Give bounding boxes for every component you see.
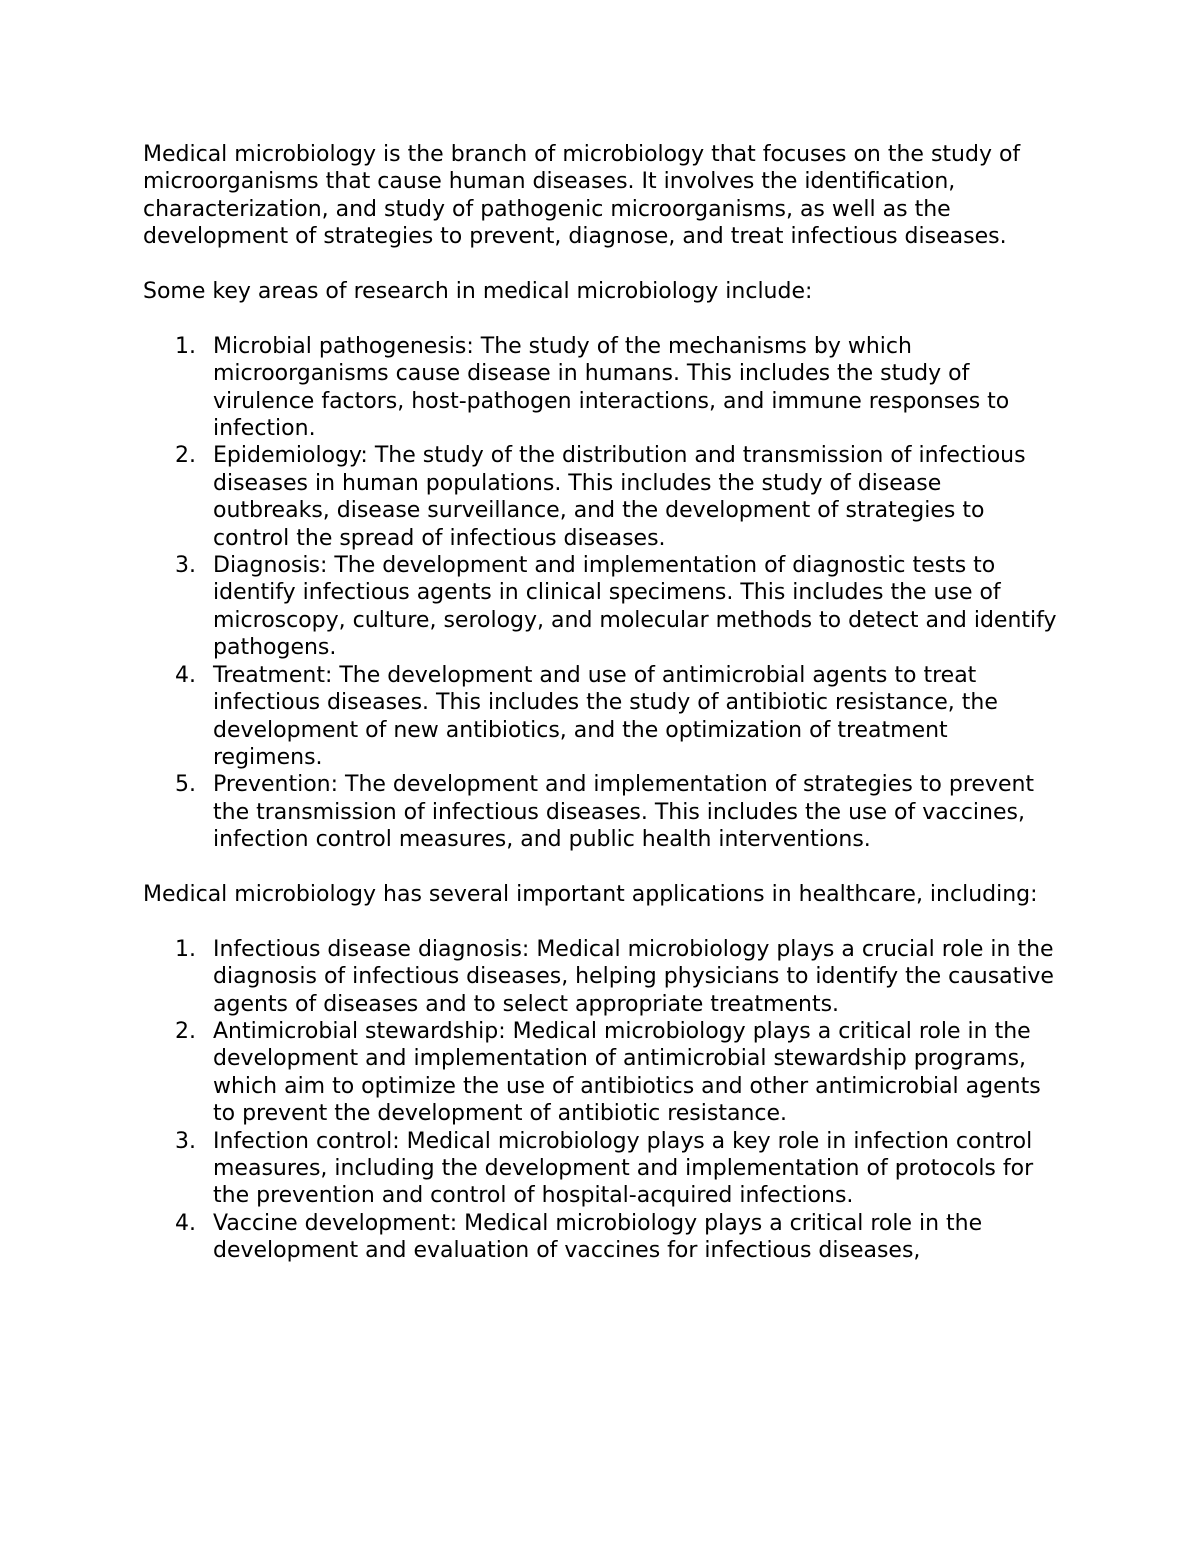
paragraph-spacer	[143, 251, 1063, 278]
application-list-item	[143, 1128, 1063, 1210]
list-number: 3.	[175, 553, 196, 579]
list-number: 4.	[175, 662, 196, 688]
list-item-text: Vaccine development: Medical microbiology plays a critical role in the development and evaluation of vaccines for infectious diseases,	[213, 1210, 983, 1264]
research-list-item	[143, 552, 1063, 662]
list-item-text: Diagnosis: The development and implementation of diagnostic tests to identify infectious agents in clinical specimens. This includes the use of microscopy, culture, serology, and molecular methods to detect and identify pathogens.	[213, 553, 1057, 661]
research-list	[143, 333, 1063, 854]
list-number: 3.	[175, 1128, 196, 1154]
research-list-item	[143, 442, 1063, 552]
application-list-item	[143, 1210, 1063, 1265]
research-list-item	[143, 333, 1063, 443]
list-item-text: Prevention: The development and implementation of strategies to prevent the transmission of infectious diseases. This includes the use of vaccines, infection control measures, and public health interventions.	[213, 772, 1035, 853]
research-heading: Some key areas of research in medical microbiology include:	[143, 279, 813, 305]
applications-heading: Medical microbiology has several important applications in healthcare, including:	[143, 881, 1038, 907]
list-number: 2.	[175, 1018, 196, 1044]
research-list-item	[143, 662, 1063, 772]
list-item-text: Microbial pathogenesis: The study of the mechanisms by which microorganisms cause disease in humans. This includes the study of virulence factors, host-pathogen interactions, and immune responses to infection.	[213, 333, 1010, 442]
list-item-text: Epidemiology: The study of the distribution and transmission of infectious diseases in human populations. This includes the study of disease outbreaks, disease surveillance, and the development of strategies to control the spread of infectious diseases.	[213, 443, 1026, 551]
paragraph-spacer	[143, 854, 1063, 881]
application-list-item	[143, 936, 1063, 1018]
list-number: 1.	[175, 936, 196, 962]
list-item-text: Infection control: Medical microbiology plays a key role in infection control measures, including the development and implementation of protocols for the prevention and control of hospital-acquired infections.	[213, 1128, 1034, 1209]
document-body	[143, 141, 1063, 1265]
paragraph-spacer	[143, 305, 1063, 332]
list-item-text: Antimicrobial stewardship: Medical microbiology plays a critical role in the development and implementation of antimicrobial stewardship programs, which aim to optimize the use of antibiotics and other antimicrobial agents to prevent the development of antibiotic resistance.	[213, 1018, 1041, 1127]
intro-paragraph: Medical microbiology is the branch of microbiology that focuses on the study of microorganisms that cause human diseases. It involves the identification, characterization, and study of pathogenic microorganisms, as well as the development of strategies to prevent, diagnose, and treat infectious diseases.	[143, 142, 1021, 250]
paragraph-spacer	[143, 908, 1063, 935]
list-item-text: Infectious disease diagnosis: Medical microbiology plays a crucial role in the diagnosis of infectious diseases, helping physicians to identify the causative agents of diseases and to select appropriate treatments.	[213, 936, 1054, 1017]
research-list-item	[143, 771, 1063, 853]
list-item-text: Treatment: The development and use of antimicrobial agents to treat infectious diseases. This includes the study of antibiotic resistance, the development of new antibiotics, and the optimization of treatment regimens.	[213, 662, 998, 770]
application-list-item	[143, 1018, 1063, 1128]
list-number: 4.	[175, 1210, 196, 1236]
list-number: 2.	[175, 443, 196, 469]
list-number: 5.	[175, 772, 196, 798]
applications-list	[143, 936, 1063, 1265]
list-number: 1.	[175, 333, 196, 359]
